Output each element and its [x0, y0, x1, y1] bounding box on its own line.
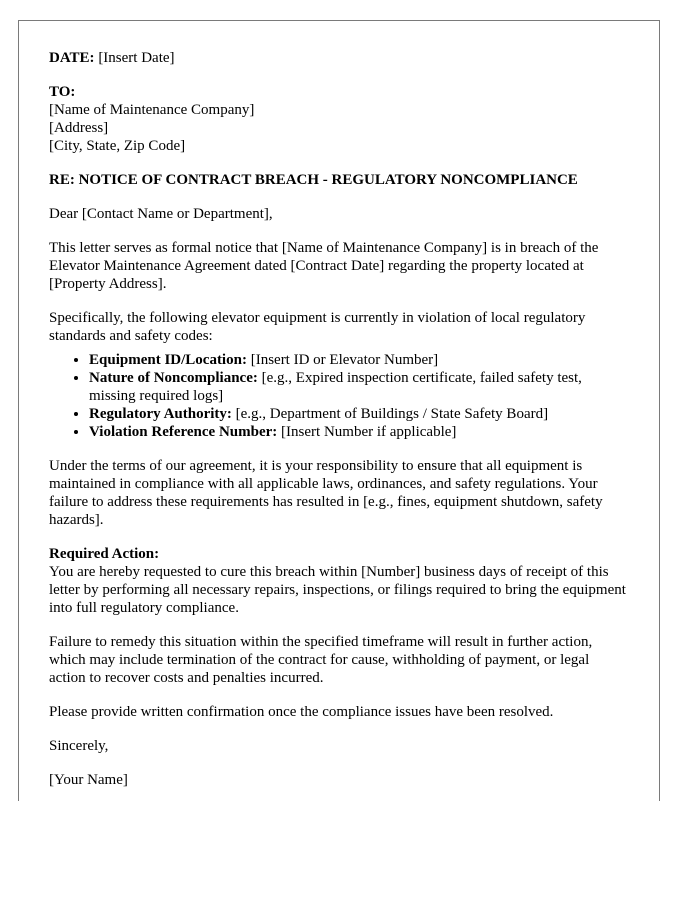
item-value: [e.g., Expired inspection certificate, failed safety test, missing required logs] — [89, 370, 582, 404]
recipient-name: [Name of Maintenance Company] — [49, 102, 255, 118]
item-value: [Insert ID or Elevator Number] — [246, 352, 439, 368]
recipient-city: [City, State, Zip Code] — [49, 138, 186, 154]
required-action-heading: Required Action: — [49, 546, 160, 562]
list-item — [89, 423, 629, 441]
list-item — [89, 405, 629, 423]
confirmation-paragraph: Please provide written confirmation once the compliance issues have been resolved. — [49, 704, 554, 720]
intro-paragraph: This letter serves as formal notice that [Name of Maintenance Company] is in breach of the Elevator Maintenance Agreement dated [Contract Date] regarding the property located at [Property Address]. — [49, 240, 599, 292]
terms-paragraph: Under the terms of our agreement, it is your responsibility to ensure that all equipment is maintained in compliance with all applicable laws, ordinances, and safety regulations. Your failure to address these requirements has resulted in [e.g., fines, equipment shutdown, safety hazards]. — [49, 458, 603, 528]
letter-page — [18, 20, 660, 801]
item-value: [Insert Number if applicable] — [277, 424, 457, 440]
required-action-block — [49, 545, 629, 617]
date-label: DATE: — [49, 50, 95, 66]
item-label: Violation Reference Number: — [89, 424, 278, 440]
list-item — [89, 369, 629, 405]
failure-paragraph: Failure to remedy this situation within the specified timeframe will result in further action, which may include termination of the contract for cause, withholding of payment, or legal action to recover costs and penalties incurred. — [49, 634, 593, 686]
recipient-block — [49, 83, 629, 155]
closing: Sincerely, — [49, 738, 109, 754]
date-line — [49, 49, 629, 67]
to-label: TO: — [49, 84, 76, 100]
recipient-address: [Address] — [49, 120, 109, 136]
date-value: [Insert Date] — [94, 50, 175, 66]
specifically-paragraph: Specifically, the following elevator equipment is currently in violation of local regulatory standards and safety codes: — [49, 310, 586, 344]
item-value: [e.g., Department of Buildings / State Safety Board] — [231, 406, 549, 422]
item-label: Equipment ID/Location: — [89, 352, 247, 368]
signature-name: [Your Name] — [49, 772, 128, 788]
violation-list — [49, 351, 629, 441]
salutation: Dear [Contact Name or Department], — [49, 206, 273, 222]
item-label: Regulatory Authority: — [89, 406, 232, 422]
required-action-text: You are hereby requested to cure this breach within [Number] business days of receipt of this letter by performing all necessary repairs, inspections, or filings required to bring the equipment into full regulatory compliance. — [49, 564, 626, 616]
item-label: Nature of Noncompliance: — [89, 370, 258, 386]
subject-line: RE: NOTICE OF CONTRACT BREACH - REGULATORY NONCOMPLIANCE — [49, 172, 578, 188]
list-item — [89, 351, 629, 369]
